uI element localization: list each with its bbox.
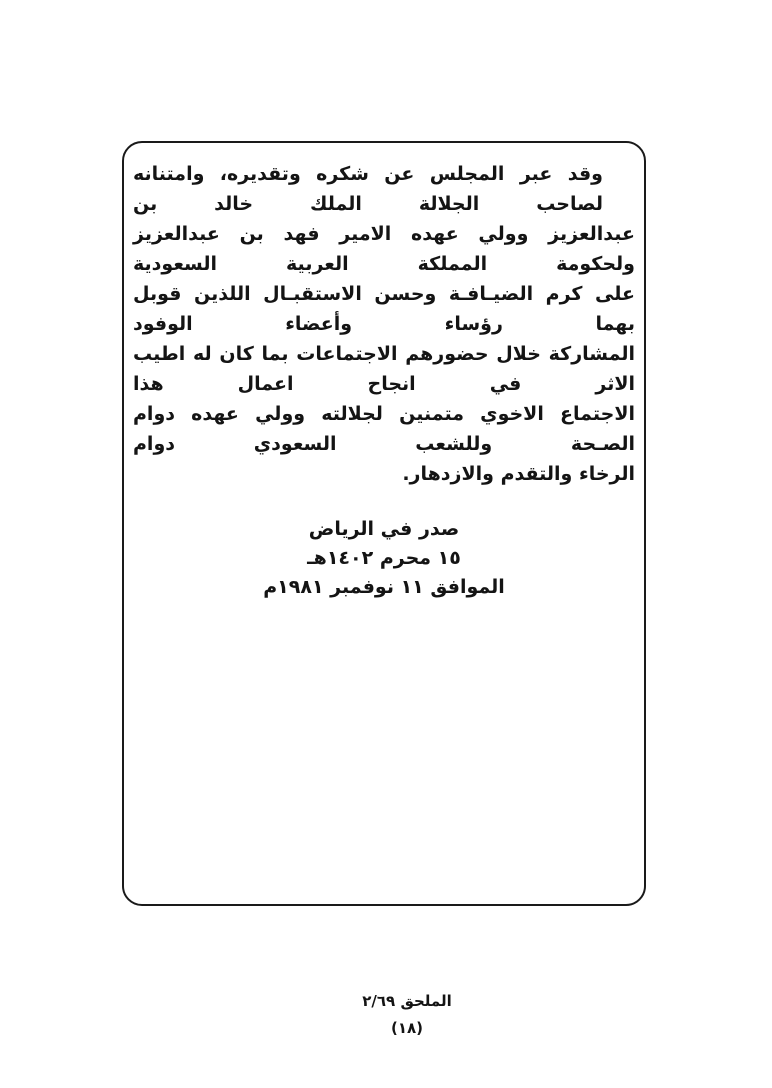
paragraph-line-3: على كرم الضيـافـة وحسن الاستقبـال اللذين قوبل بهما رؤساء وأعضاء الوفود [133,283,635,335]
paragraph-line-6: الرخاء والتقدم والازدهار. [402,463,635,485]
page-footer [21,988,772,1042]
paragraph-line-5: الاجتماع الاخوي متمنين لجلالته وولي عهده دوام الصـحة وللشعب السعودي دوام [133,403,635,455]
issuance-hijri-date-line: ١٥ محرم ١٤٠٢هـ [307,547,461,569]
page-number: (١٨) [390,1019,424,1037]
issuance-gregorian-date-line: الموافق ١١ نوفمبر ١٩٨١م [263,576,505,598]
document-border-box [122,141,646,906]
issuance-place-line: صدر في الرياض [308,518,460,540]
paragraph-line-4: المشاركة خلال حضورهم الاجتماعات بما كان له اطيب الاثر في انجاح اعمال هذا [133,343,635,395]
issuance-block [133,515,635,602]
appendix-label: الملحق ٢/٦٩ [362,992,452,1010]
paragraph-line-1: وقد عبر المجلس عن شكره وتقديره، وامتنانه لصاحب الجلالة الملك خالد بن [133,163,603,215]
paragraph-line-2: عبدالعزيز وولي عهده الامير فهد بن عبدالعزيز ولحكومة المملكة العربية السعودية [133,223,635,275]
body-paragraph [133,159,635,489]
